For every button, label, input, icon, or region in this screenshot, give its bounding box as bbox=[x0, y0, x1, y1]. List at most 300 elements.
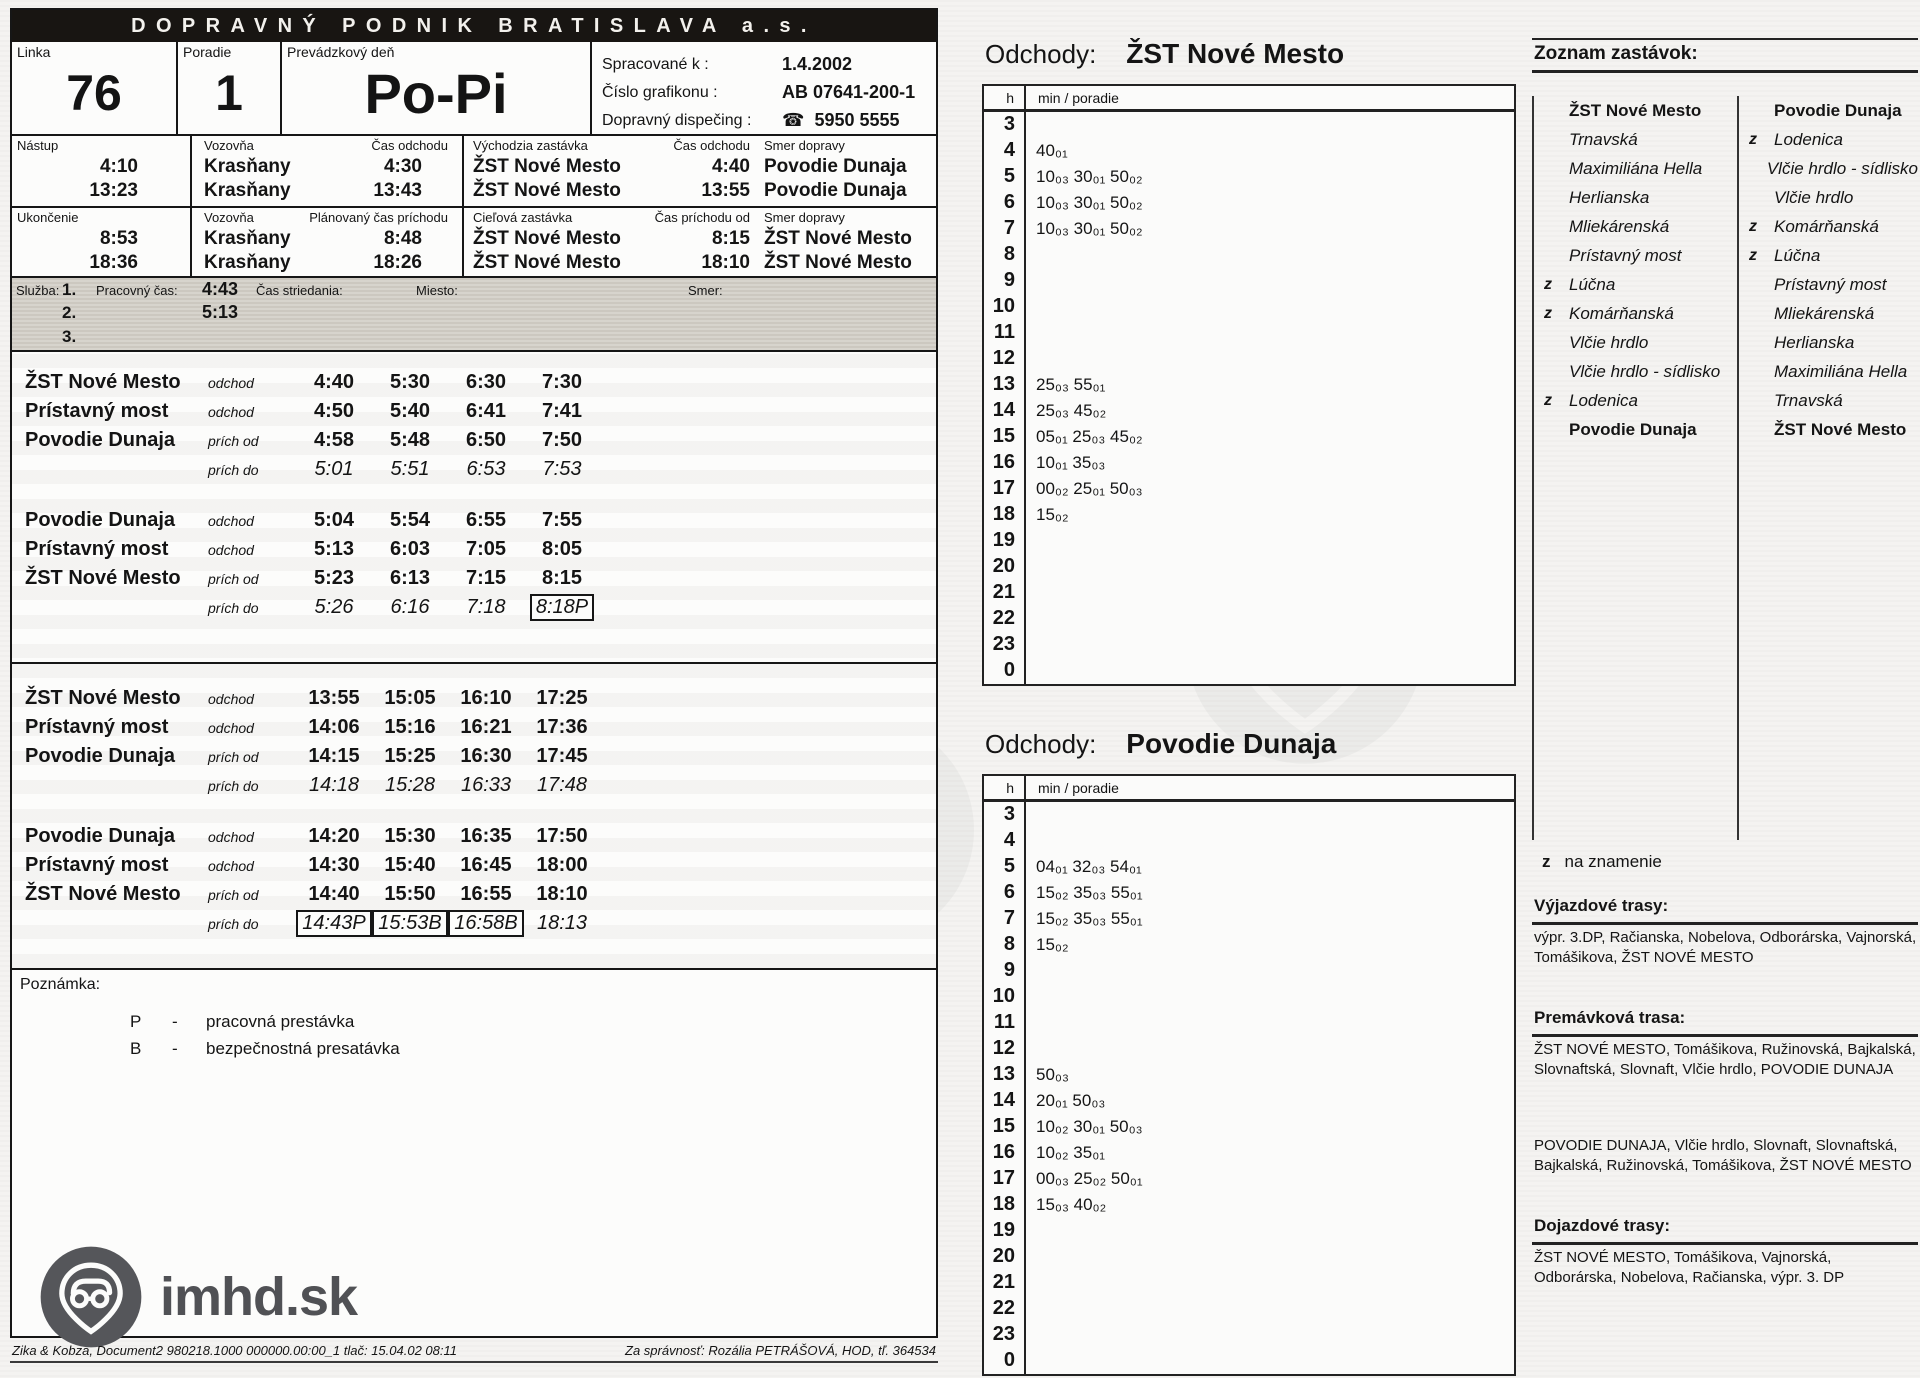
stop-item-name: Herlianska bbox=[1569, 188, 1650, 207]
minutes-cell: 10₀₂ 30₀₁ 50₀₃ bbox=[1036, 1117, 1143, 1136]
stop-name: Prístavný most bbox=[25, 716, 169, 738]
time-cell: 18:13 bbox=[536, 912, 588, 934]
hour-cell: 19 bbox=[984, 1218, 1026, 1244]
stop-item bbox=[1544, 299, 1737, 328]
time-cell: 17:50 bbox=[536, 825, 588, 847]
time-cell: 7:18 bbox=[466, 596, 506, 618]
minutes-cell: 15₀₂ bbox=[1036, 935, 1069, 954]
stop-item-name: Lodenica bbox=[1774, 130, 1844, 149]
time-cell: 6:16 bbox=[390, 596, 430, 618]
ukoncenie-label: Ukončenie bbox=[17, 210, 79, 225]
time-cell: 16:21 bbox=[460, 716, 512, 738]
time-cell: 7:30 bbox=[541, 371, 583, 393]
on-request-flag bbox=[1749, 328, 1774, 357]
timetable-sheet bbox=[10, 8, 938, 1338]
minutes-cell bbox=[1026, 112, 1514, 138]
cielova-label: Cieľová zastávka bbox=[473, 210, 573, 225]
minutes-cell: 15₀₂ 35₀₃ 55₀₁ bbox=[1036, 909, 1143, 928]
hour-cell: 5 bbox=[984, 854, 1026, 880]
time-cell: 16:58B bbox=[448, 910, 524, 937]
minutes-cell: 00₀₃ 25₀₂ 50₀₁ bbox=[1036, 1169, 1143, 1188]
pullout-routes-text: výpr. 3.DP, Račianska, Nobelova, Odborárska, Vajnorská, Tomášikova, ŽST NOVÉ MESTO bbox=[1534, 929, 1917, 966]
departure-hour-row bbox=[984, 216, 1514, 242]
time-cell: 14:18 bbox=[308, 774, 360, 796]
hour-cell: 4 bbox=[984, 828, 1026, 854]
hour-cell: 6 bbox=[984, 190, 1026, 216]
minutes-cell bbox=[1026, 580, 1514, 606]
stop-item bbox=[1749, 183, 1918, 212]
time-cell: 17:25 bbox=[536, 687, 588, 709]
vozovna-time: 8:48 bbox=[383, 228, 422, 249]
minutes-cell: 10₀₂ 35₀₁ bbox=[1036, 1143, 1105, 1162]
time-type-label: odchod bbox=[208, 512, 254, 529]
note-code: P bbox=[130, 1012, 142, 1031]
vozovna-time: 4:30 bbox=[383, 156, 422, 177]
time-type-label: prích od bbox=[208, 570, 259, 587]
stop-name: ŽST Nové Mesto bbox=[25, 883, 181, 905]
timetable-row bbox=[12, 506, 936, 535]
ukoncenie-section bbox=[12, 206, 936, 276]
departure-hour-row bbox=[984, 932, 1514, 958]
on-request-flag bbox=[1544, 154, 1569, 183]
minutes-cell: 50₀₃ bbox=[1036, 1065, 1069, 1084]
hour-cell: 23 bbox=[984, 1322, 1026, 1348]
stop-list-title: Zoznam zastávok: bbox=[1532, 38, 1918, 73]
departure-hour-row bbox=[984, 1244, 1514, 1270]
time-cell: 4:50 bbox=[313, 400, 355, 422]
order-label: Poradie bbox=[183, 44, 232, 60]
time-cell: 7:53 bbox=[542, 458, 582, 480]
departure-hour-row bbox=[984, 1036, 1514, 1062]
on-request-flag bbox=[1544, 328, 1569, 357]
stop-item-name: Komárňanská bbox=[1569, 304, 1674, 323]
departures-table-2 bbox=[982, 774, 1516, 1376]
hour-cell: 20 bbox=[984, 554, 1026, 580]
time-type-label: prích do bbox=[208, 461, 259, 478]
time-cell: 15:25 bbox=[384, 745, 436, 767]
minutes-cell: 25₀₃ 45₀₂ bbox=[1036, 401, 1107, 420]
minutes-cell bbox=[1026, 828, 1514, 854]
on-request-flag bbox=[1544, 241, 1569, 270]
departure-hour-row bbox=[984, 580, 1514, 606]
time-cell: 7:41 bbox=[541, 400, 583, 422]
imhd-logo-icon bbox=[38, 1244, 144, 1350]
time-type-label: odchod bbox=[208, 828, 254, 845]
end-time: 8:15 bbox=[711, 228, 750, 249]
departure-hour-row bbox=[984, 984, 1514, 1010]
time-cell: 6:50 bbox=[465, 429, 507, 451]
dispatch-row bbox=[602, 112, 922, 130]
departure-hour-row bbox=[984, 1010, 1514, 1036]
hour-cell: 4 bbox=[984, 138, 1026, 164]
vozovna-label: Vozovňa bbox=[204, 210, 254, 225]
timetable-row bbox=[12, 368, 936, 397]
graph-number-label: Číslo grafikonu : bbox=[602, 84, 718, 101]
end-stop: ŽST Nové Mesto bbox=[473, 228, 621, 249]
time-cell: 4:58 bbox=[313, 429, 355, 451]
timetable-row bbox=[12, 426, 936, 455]
departures-title-1 bbox=[985, 38, 1344, 70]
minutes-cell: 25₀₃ 55₀₁ bbox=[1036, 375, 1106, 394]
planovany-cas-label: Plánovaný čas príchodu bbox=[309, 210, 448, 225]
time-cell: 16:33 bbox=[460, 774, 512, 796]
order-number: 1 bbox=[215, 65, 243, 121]
change-time-label: Čas striedania: bbox=[256, 283, 343, 298]
departures-label: Odchody: bbox=[985, 729, 1097, 759]
time-type-label: odchod bbox=[208, 541, 254, 558]
vozovna-label: Vozovňa bbox=[204, 138, 254, 153]
timetable-row bbox=[12, 455, 936, 484]
departure-hour-row bbox=[984, 802, 1514, 828]
time-cell: 6:41 bbox=[465, 400, 507, 422]
minutes-cell: 15₀₂ bbox=[1036, 505, 1069, 524]
time-cell: 5:51 bbox=[390, 458, 430, 480]
on-request-flag: z bbox=[1544, 392, 1552, 409]
company-title: DOPRAVNÝ PODNIK BRATISLAVA a.s. bbox=[131, 14, 817, 37]
hour-cell: 7 bbox=[984, 906, 1026, 932]
nastup-col bbox=[12, 136, 192, 206]
departure-hour-row bbox=[984, 1062, 1514, 1088]
time-type-label: prích od bbox=[208, 432, 259, 449]
time-cell: 14:43P bbox=[296, 910, 372, 937]
departures-stop: ŽST Nové Mesto bbox=[1126, 38, 1345, 69]
departure-hour-row bbox=[984, 1166, 1514, 1192]
time-cell: 14:30 bbox=[308, 854, 360, 876]
on-request-flag bbox=[1544, 415, 1569, 444]
smer-label: Smer dopravy bbox=[764, 138, 845, 153]
time-cell: 15:53B bbox=[372, 910, 448, 937]
departure-hour-row bbox=[984, 450, 1514, 476]
minutes-cell bbox=[1026, 1244, 1514, 1270]
start-time: 13:55 bbox=[701, 180, 750, 201]
direction: ŽST Nové Mesto bbox=[764, 252, 912, 273]
stop-item-name: Prístavný most bbox=[1569, 246, 1682, 265]
start-time: 4:40 bbox=[711, 156, 750, 177]
stop-item bbox=[1749, 386, 1918, 415]
service-route-text-inbound: POVODIE DUNAJA, Vlčie hrdlo, Slovnaft, Slovnaftská, Bajkalská, Ružinovská, Tomášikova, ŽST NOVÉ MESTO bbox=[1534, 1137, 1912, 1174]
time-cell: 5:40 bbox=[389, 400, 431, 422]
footer-responsibility: Za správnosť: Rozália PETRÁŠOVÁ, HOD, tľ. 364534 bbox=[625, 1343, 936, 1358]
departure-hour-row bbox=[984, 528, 1514, 554]
departure-hour-row bbox=[984, 880, 1514, 906]
on-request-flag bbox=[1749, 96, 1774, 125]
minutes-cell: 10₀₁ 35₀₃ bbox=[1036, 453, 1106, 472]
hour-cell: 3 bbox=[984, 802, 1026, 828]
time-type-label: prích do bbox=[208, 599, 259, 616]
on-request-flag bbox=[1749, 299, 1774, 328]
departure-hour-row bbox=[984, 502, 1514, 528]
time-cell: 16:55 bbox=[460, 883, 512, 905]
stop-name: Povodie Dunaja bbox=[25, 825, 176, 847]
on-request-legend bbox=[1542, 852, 1662, 872]
shift-number: 1. bbox=[62, 280, 77, 299]
on-request-flag: z bbox=[1544, 276, 1552, 293]
time-cell: 17:36 bbox=[536, 716, 588, 738]
minutes-cell bbox=[1026, 802, 1514, 828]
minutes-cell bbox=[1026, 1296, 1514, 1322]
time-type-label: prích do bbox=[208, 777, 259, 794]
stop-item bbox=[1544, 270, 1737, 299]
stop-item bbox=[1749, 96, 1918, 125]
pullout-routes-title: Výjazdové trasy: bbox=[1532, 896, 1918, 925]
pullin-routes-text: ŽST NOVÉ MESTO, Tomášikova, Vajnorská, Odborárska, Nobelova, Račianska, výpr. 3. DP bbox=[1534, 1249, 1845, 1286]
time-cell: 8:18P bbox=[524, 594, 600, 621]
nastup-section bbox=[12, 136, 936, 206]
note-list bbox=[130, 1008, 400, 1062]
hour-col-label: h bbox=[984, 776, 1026, 799]
hour-cell: 12 bbox=[984, 1036, 1026, 1062]
on-request-flag bbox=[1544, 212, 1569, 241]
departure-hour-row bbox=[984, 476, 1514, 502]
hour-cell: 0 bbox=[984, 1348, 1026, 1374]
stop-item bbox=[1544, 241, 1737, 270]
note-text: pracovná prestávka bbox=[206, 1012, 355, 1031]
departure-hour-row bbox=[984, 112, 1514, 138]
min-col-label: min / poradie bbox=[1038, 780, 1119, 796]
minutes-cell bbox=[1026, 984, 1514, 1010]
minutes-cell: 04₀₁ 32₀₃ 54₀₁ bbox=[1036, 857, 1142, 876]
stop-item-name: ŽST Nové Mesto bbox=[1774, 420, 1907, 439]
stop-name: ŽST Nové Mesto bbox=[25, 371, 181, 393]
company-title-bar bbox=[12, 10, 936, 42]
hour-cell: 7 bbox=[984, 216, 1026, 242]
on-request-flag bbox=[1749, 183, 1774, 212]
time-cell: 17:48 bbox=[536, 774, 588, 796]
hour-cell: 9 bbox=[984, 958, 1026, 984]
departure-hour-row bbox=[984, 1114, 1514, 1140]
stop-item-name: Lodenica bbox=[1569, 391, 1639, 410]
stop-item-name: Vlčie hrdlo bbox=[1569, 333, 1649, 352]
time-cell: 6:30 bbox=[465, 371, 507, 393]
departure-hour-row bbox=[984, 398, 1514, 424]
processed-date-value: 1.4.2002 bbox=[782, 54, 853, 74]
minutes-cell bbox=[1026, 320, 1514, 346]
on-request-flag bbox=[1749, 415, 1774, 444]
time-cell: 15:16 bbox=[384, 716, 436, 738]
minutes-cell: 05₀₁ 25₀₃ 45₀₂ bbox=[1036, 427, 1143, 446]
timetable-row bbox=[12, 684, 936, 713]
ukoncenie-time: 18:36 bbox=[89, 252, 138, 273]
stop-list bbox=[1532, 96, 1918, 840]
timetable-row bbox=[12, 880, 936, 909]
stop-item bbox=[1544, 386, 1737, 415]
hour-cell: 10 bbox=[984, 294, 1026, 320]
timetable-row bbox=[12, 564, 936, 593]
minutes-cell: 10₀₃ 30₀₁ 50₀₂ bbox=[1036, 219, 1143, 238]
departures-table-head bbox=[984, 86, 1514, 112]
stop-item bbox=[1749, 299, 1918, 328]
legend-text: na znamenie bbox=[1564, 852, 1662, 871]
time-cell: 16:10 bbox=[460, 687, 512, 709]
on-request-flag bbox=[1749, 357, 1774, 386]
time-cell: 14:06 bbox=[308, 716, 360, 738]
time-cell: 15:50 bbox=[384, 883, 436, 905]
departure-hour-row bbox=[984, 424, 1514, 450]
time-cell: 16:35 bbox=[460, 825, 512, 847]
on-request-flag bbox=[1749, 386, 1774, 415]
min-col-label: min / poradie bbox=[1038, 90, 1119, 106]
start-stop: ŽST Nové Mesto bbox=[473, 180, 621, 201]
stop-item-name: Maximiliána Hella bbox=[1774, 362, 1908, 381]
minutes-cell bbox=[1026, 294, 1514, 320]
time-cell: 13:55 bbox=[308, 687, 360, 709]
departures-title-2 bbox=[985, 728, 1336, 760]
time-cell: 18:00 bbox=[536, 854, 588, 876]
stop-item bbox=[1749, 212, 1918, 241]
minutes-cell bbox=[1026, 1322, 1514, 1348]
time-cell: 5:54 bbox=[389, 509, 431, 531]
stop-item-name: Vlčie hrdlo - sídlisko bbox=[1766, 159, 1918, 178]
stop-item-name: Mliekárenská bbox=[1569, 217, 1670, 236]
info-cell bbox=[592, 42, 936, 136]
departure-hour-row bbox=[984, 606, 1514, 632]
departure-hour-row bbox=[984, 320, 1514, 346]
stop-item-name: Lúčna bbox=[1569, 275, 1616, 294]
hour-cell: 8 bbox=[984, 242, 1026, 268]
minutes-cell: 15₀₂ 35₀₃ 55₀₁ bbox=[1036, 883, 1143, 902]
time-type-label: odchod bbox=[208, 403, 254, 420]
cas-odchodu2-label: Čas odchodu bbox=[673, 138, 750, 153]
nastup-time: 13:23 bbox=[89, 180, 138, 201]
stop-item bbox=[1544, 212, 1737, 241]
hour-cell: 11 bbox=[984, 1010, 1026, 1036]
stop-item-name: Mliekárenská bbox=[1774, 304, 1875, 323]
departure-hour-row bbox=[984, 346, 1514, 372]
hour-cell: 17 bbox=[984, 476, 1026, 502]
time-cell: 15:40 bbox=[384, 854, 436, 876]
departure-hour-row bbox=[984, 828, 1514, 854]
vychodzia-label: Východzia zastávka bbox=[473, 138, 588, 153]
shift-number: 3. bbox=[62, 327, 77, 346]
phone-icon: ☎ bbox=[782, 110, 805, 130]
stop-item-name: Trnavská bbox=[1569, 130, 1638, 149]
stop-name: Prístavný most bbox=[25, 400, 169, 422]
departure-hour-row bbox=[984, 1218, 1514, 1244]
stop-name: Povodie Dunaja bbox=[25, 745, 176, 767]
hour-cell: 16 bbox=[984, 1140, 1026, 1166]
departure-hour-row bbox=[984, 294, 1514, 320]
note-label: Poznámka: bbox=[20, 976, 101, 993]
stop-name: Prístavný most bbox=[25, 538, 169, 560]
hour-cell: 14 bbox=[984, 1088, 1026, 1114]
hour-cell: 20 bbox=[984, 1244, 1026, 1270]
imhd-logo-text: imhd.sk bbox=[160, 1267, 358, 1327]
direction: Povodie Dunaja bbox=[764, 156, 907, 177]
minutes-cell: 00₀₂ 25₀₁ 50₀₃ bbox=[1036, 479, 1143, 498]
time-cell: 14:40 bbox=[308, 883, 360, 905]
timetable-row bbox=[12, 909, 936, 938]
departure-hour-row bbox=[984, 372, 1514, 398]
departure-hour-row bbox=[984, 1140, 1514, 1166]
stop-item bbox=[1544, 125, 1737, 154]
service-day-label: Prevádzkový deň bbox=[287, 44, 395, 60]
on-request-flag bbox=[1749, 270, 1774, 299]
departure-hour-row bbox=[984, 164, 1514, 190]
stop-item bbox=[1544, 415, 1737, 444]
time-cell: 6:55 bbox=[465, 509, 507, 531]
order-number-cell bbox=[178, 42, 282, 136]
time-cell: 5:26 bbox=[314, 596, 354, 618]
stop-item bbox=[1749, 125, 1918, 154]
hour-cell: 11 bbox=[984, 320, 1026, 346]
stop-item-name: Vlčie hrdlo - sídlisko bbox=[1569, 362, 1721, 381]
stop-item-name: Prístavný most bbox=[1774, 275, 1887, 294]
note-code: B bbox=[130, 1039, 142, 1058]
stop-item-name: ŽST Nové Mesto bbox=[1569, 101, 1702, 120]
ukoncenie-col bbox=[12, 208, 192, 276]
sluzba-label: Služba: bbox=[16, 283, 60, 298]
stop-item-name: Maximiliána Hella bbox=[1569, 159, 1703, 178]
minutes-cell bbox=[1026, 958, 1514, 984]
hour-cell: 13 bbox=[984, 1062, 1026, 1088]
footer bbox=[10, 1342, 938, 1363]
departures-table-head bbox=[984, 776, 1514, 802]
stop-item bbox=[1544, 183, 1737, 212]
time-cell: 5:23 bbox=[313, 567, 355, 589]
note-dash: - bbox=[172, 1012, 178, 1031]
note-text: bezpečnostná presatávka bbox=[206, 1039, 400, 1058]
hour-cell: 8 bbox=[984, 932, 1026, 958]
time-cell: 7:15 bbox=[465, 567, 507, 589]
hour-cell: 22 bbox=[984, 606, 1026, 632]
time-cell: 15:28 bbox=[384, 774, 436, 796]
time-type-label: prích od bbox=[208, 748, 259, 765]
hour-cell: 21 bbox=[984, 580, 1026, 606]
departure-hour-row bbox=[984, 958, 1514, 984]
minutes-cell bbox=[1026, 554, 1514, 580]
line-number: 76 bbox=[66, 65, 122, 121]
vozovna-col bbox=[192, 136, 464, 206]
minutes-cell bbox=[1026, 658, 1514, 684]
time-cell: 5:04 bbox=[313, 509, 355, 531]
vozovna-name: Krasňany bbox=[204, 156, 291, 177]
service-day-value: Po-Pi bbox=[364, 61, 508, 125]
hour-cell: 0 bbox=[984, 658, 1026, 684]
work-time-label: Pracovný čas: bbox=[96, 283, 178, 298]
timetable-row bbox=[12, 742, 936, 771]
vozovna-name: Krasňany bbox=[204, 252, 291, 273]
on-request-flag bbox=[1544, 125, 1569, 154]
departure-hour-row bbox=[984, 1088, 1514, 1114]
hour-cell: 17 bbox=[984, 1166, 1026, 1192]
on-request-flag bbox=[1544, 96, 1569, 125]
pullin-routes-title: Dojazdové trasy: bbox=[1532, 1216, 1918, 1245]
time-cell: 17:45 bbox=[536, 745, 588, 767]
note-dash: - bbox=[172, 1039, 178, 1058]
timetable-row bbox=[12, 593, 936, 622]
vozovna-time: 13:43 bbox=[373, 180, 422, 201]
cas-prichodu-label: Čas príchodu od bbox=[654, 210, 750, 225]
on-request-flag bbox=[1749, 154, 1767, 183]
stop-item-name: Vlčie hrdlo bbox=[1774, 188, 1854, 207]
cielova-col bbox=[464, 208, 936, 276]
time-cell: 6:03 bbox=[389, 538, 431, 560]
stop-list-outbound bbox=[1532, 96, 1737, 840]
end-time: 18:10 bbox=[701, 252, 750, 273]
stop-item bbox=[1749, 328, 1918, 357]
minutes-cell bbox=[1026, 1010, 1514, 1036]
time-cell: 5:48 bbox=[389, 429, 431, 451]
minutes-cell bbox=[1026, 1036, 1514, 1062]
departures-label: Odchody: bbox=[985, 39, 1097, 69]
place-label: Miesto: bbox=[416, 283, 458, 298]
minutes-cell bbox=[1026, 606, 1514, 632]
stop-name: ŽST Nové Mesto bbox=[25, 687, 181, 709]
time-cell: 6:13 bbox=[389, 567, 431, 589]
nastup-label: Nástup bbox=[17, 138, 59, 153]
minutes-cell bbox=[1026, 528, 1514, 554]
minutes-cell: 10₀₃ 30₀₁ 50₀₂ bbox=[1036, 167, 1143, 186]
